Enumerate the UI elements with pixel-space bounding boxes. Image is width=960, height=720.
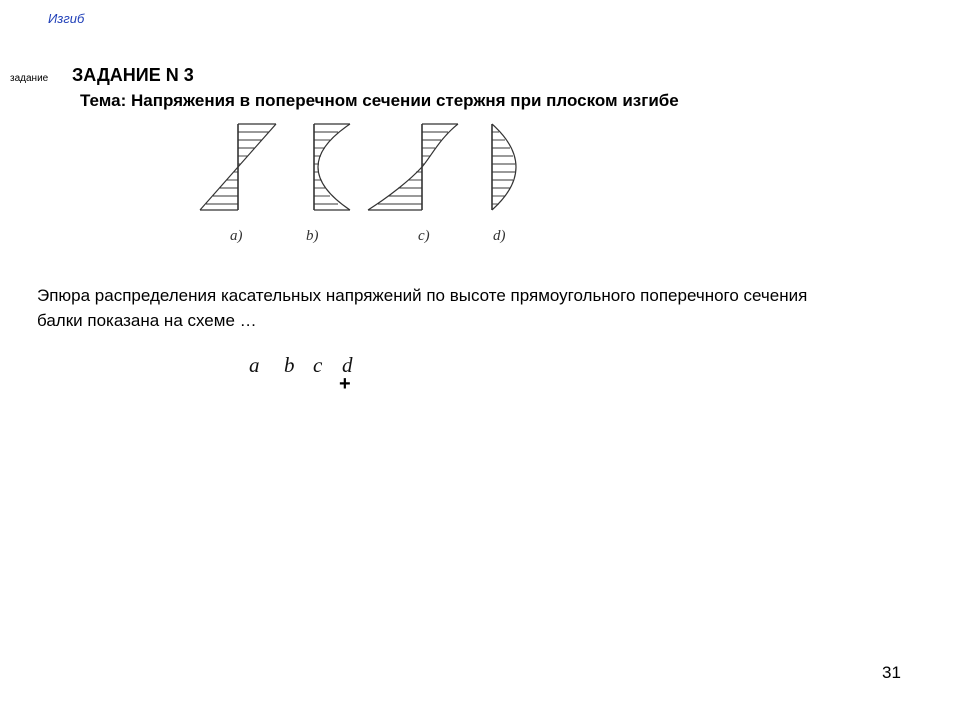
diagram-a [200, 124, 276, 210]
task-title: ЗАДАНИЕ N 3 [72, 65, 194, 85]
page-number: 31 [882, 663, 901, 682]
stress-diagrams-figure [190, 118, 530, 248]
answer-option-a[interactable]: a [249, 353, 260, 377]
answer-option-c[interactable]: c [313, 353, 323, 377]
diagram-b [314, 124, 350, 210]
diagram-c [368, 124, 458, 210]
diagram-label-c: c) [418, 228, 430, 244]
header-title: Изгиб [48, 11, 85, 26]
correct-answer-mark: + [339, 373, 351, 395]
question-text: Эпюра распределения касательных напряжений по высоте прямоугольного поперечного сечения балки показана на схеме … [37, 286, 808, 330]
task-topic: Тема: Напряжения в поперечном сечении стержня при плоском изгибе [80, 91, 679, 110]
diagram-label-a: a) [230, 228, 243, 244]
task-tag: задание [10, 73, 49, 84]
answer-option-b[interactable]: b [284, 353, 295, 377]
diagram-label-d: d) [493, 228, 506, 244]
answer-option-d[interactable]: d [342, 353, 353, 377]
diagram-label-b: b) [306, 228, 319, 244]
diagram-d [492, 124, 516, 210]
